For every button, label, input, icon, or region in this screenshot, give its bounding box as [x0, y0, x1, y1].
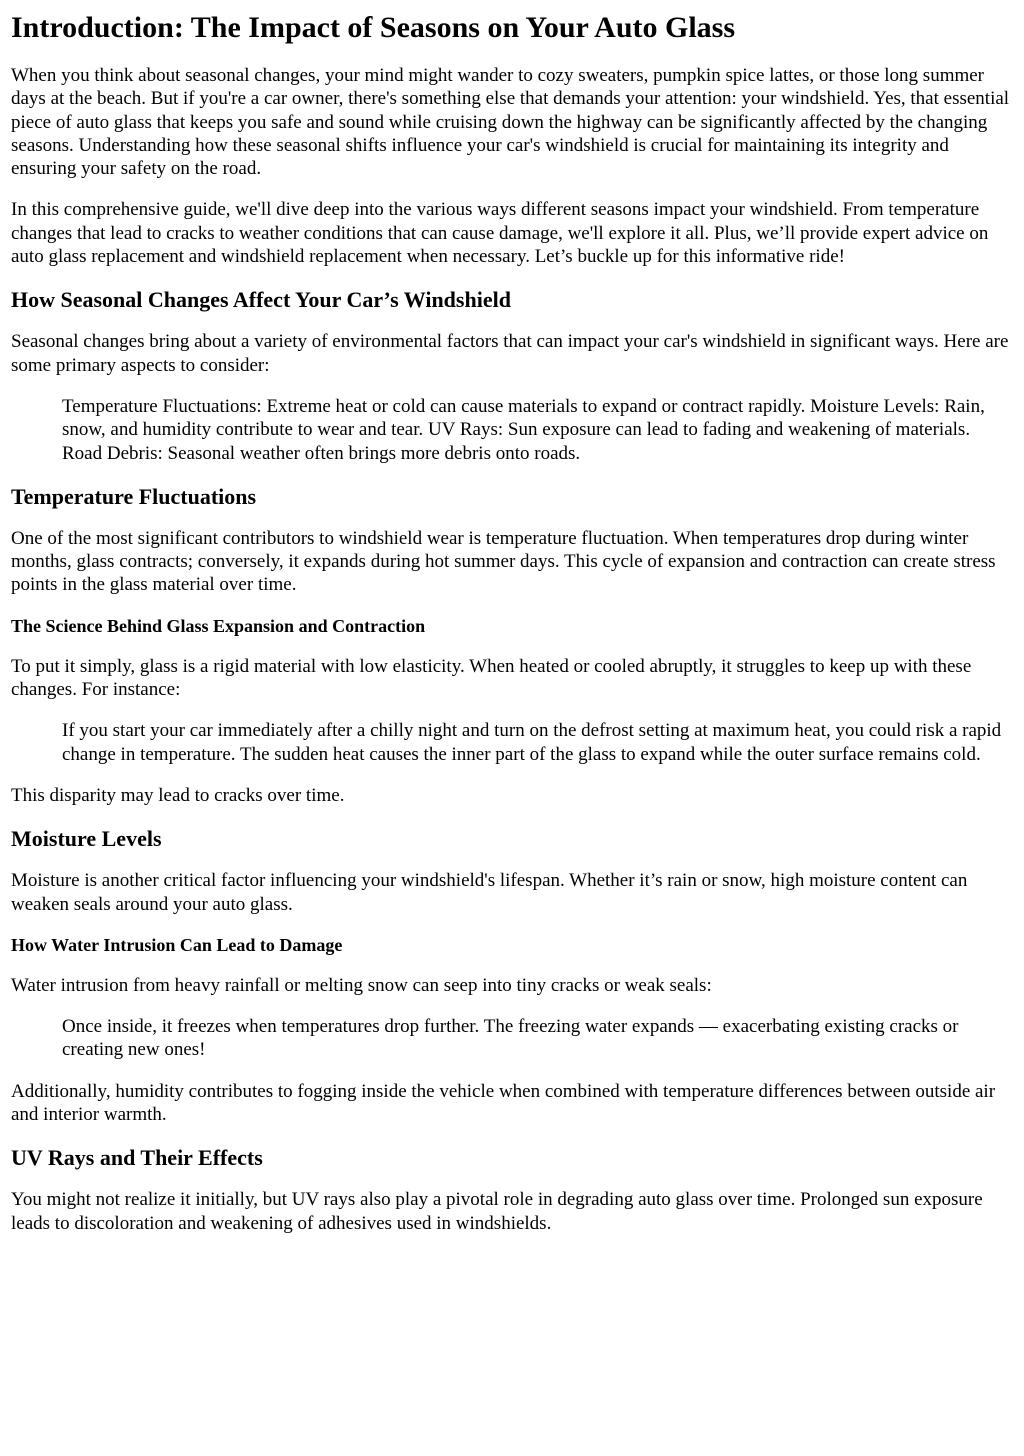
- page-title: Introduction: The Impact of Seasons on Your Auto Glass: [11, 11, 736, 44]
- science-paragraph: To put it simply, glass is a rigid material with low elasticity. When heated or cooled abruptly, it struggles to keep up with these changes. For instance:: [11, 655, 972, 701]
- heading-moisture-levels: Moisture Levels: [11, 826, 162, 852]
- water-paragraph: Water intrusion from heavy rainfall or melting snow can seep into tiny cracks or weak seals:: [11, 974, 712, 996]
- intro-paragraph-2: In this comprehensive guide, we'll dive deep into the various ways different seasons impact your windshield. From temperature changes that lead to cracks to weather conditions that can cause damage, we'll explore it all. Plus, we’ll provide expert advice on auto glass replacement and windshield replacement when necessary. Let’s buckle up for this informative ride!: [11, 199, 989, 268]
- science-example: If you start your car immediately after a chilly night and turn on the defrost setting at maximum heat, you could risk a rapid change in temperature. The sudden heat causes the inner part of the glass to expand while the outer surface remains cold.: [62, 720, 1002, 765]
- moisture-paragraph: Moisture is another critical factor influencing your windshield's lifespan. Whether it’s rain or snow, high moisture content can weaken seals around your auto glass.: [11, 870, 968, 915]
- article: [0, 10, 1024, 1235]
- water-example: Once inside, it freezes when temperatures drop further. The freezing water expands — exacerbating existing cracks or creating new ones!: [62, 1016, 959, 1061]
- heading-glass-science: The Science Behind Glass Expansion and Contraction: [11, 615, 426, 636]
- temperature-paragraph: One of the most significant contributors to windshield wear is temperature fluctuation. When temperatures drop during winter months, glass contracts; conversely, it expands during hot summer days. This cycle of expansion and contraction can create stress points in the glass material over time.: [11, 527, 996, 596]
- heading-temperature-fluctuations: Temperature Fluctuations: [11, 483, 257, 509]
- science-conclusion: This disparity may lead to cracks over time.: [11, 784, 345, 806]
- section-paragraph: Seasonal changes bring about a variety of environmental factors that can impact your car's windshield in significant ways. Here are some primary aspects to consider:: [11, 331, 1009, 376]
- intro-paragraph-1: When you think about seasonal changes, your mind might wander to cozy sweaters, pumpkin spice lattes, or those long summer days at the beach. But if you're a car owner, there's something else that demands your attention: your windshield. Yes, that essential piece of auto glass that keeps you safe and sound while cruising down the highway can be significantly affected by the changing seasons. Understanding how these seasonal shifts influence your car's windshield is crucial for maintaining its integrity and ensuring your safety on the road.: [11, 65, 1010, 180]
- heading-water-intrusion: How Water Intrusion Can Lead to Damage: [11, 934, 343, 955]
- uv-paragraph: You might not realize it initially, but UV rays also play a pivotal role in degrading auto glass over time. Prolonged sun exposure leads to discoloration and weakening of adhesives used in windshields.: [11, 1189, 983, 1234]
- aspects-list: Temperature Fluctuations: Extreme heat or cold can cause materials to expand or contract rapidly. Moisture Levels: Rain, snow, and humidity contribute to wear and tear. UV Rays: Sun exposure can lead to fading and weakening of materials. Road Debris: Seasonal weather often brings more debris onto roads.: [62, 395, 985, 464]
- humidity-paragraph: Additionally, humidity contributes to fogging inside the vehicle when combined with temperature differences between outside air and interior warmth.: [11, 1080, 996, 1126]
- heading-uv-rays: UV Rays and Their Effects: [11, 1145, 263, 1171]
- section-heading-seasonal-changes: How Seasonal Changes Affect Your Car’s Windshield: [11, 287, 511, 313]
